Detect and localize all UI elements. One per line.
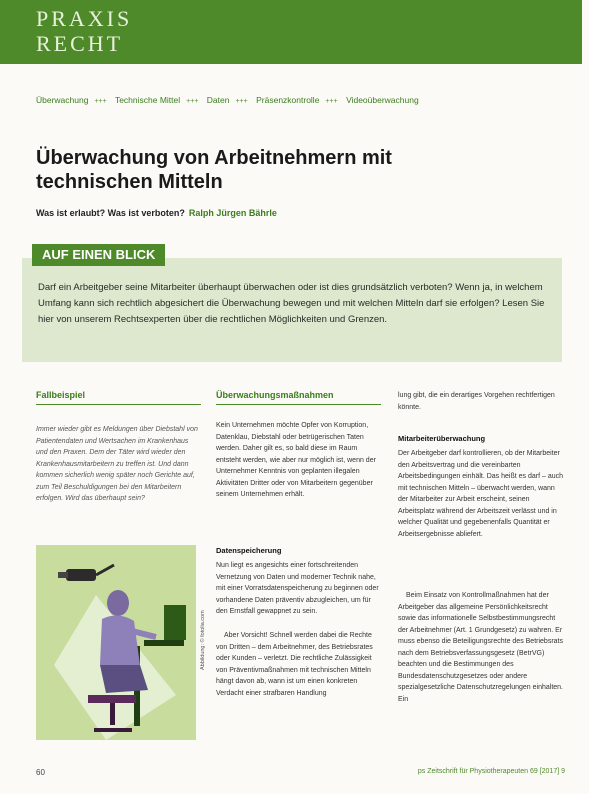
col3-paragraph: Der Arbeitgeber darf kontrollieren, ob der Mitarbeiter den Arbeitsvertrag und die vereinbarten Arbeitsbedingungen einhält. Das heißt es darf – auch mit technischen Mitteln – überwacht werden, wann der Mitarbeiter zur Arbeit erscheint, seinen Arbeitsplatz während der Arbeitszeit verlässt und in welcher Qualität und gegebenenfalls Quantität er Arbeitsergebnisse abliefert.: [398, 450, 563, 538]
tag-item[interactable]: Daten: [206, 95, 230, 105]
col3-paragraph: Beim Einsatz von Kontrollmaßnahmen hat der Arbeitgeber das allgemeine Persönlichkeitsrecht sowie das informationelle Selbstbestimmungsrecht der Arbeitnehmer (Art. 1 Grundgesetz) zu wahren. Er muss ebenso die Beteiligungsrechte des Betriebsrats nach dem Betriebsverfassungsgesetz (BetrVG) beachten und die Bestimmungen des Bundesdatenschutzgesetzes oder andere spezialgesetzliche Datenschutzregelungen einhalten. Ein: [398, 592, 563, 703]
article-title: [36, 146, 556, 194]
col3-paragraph: lung gibt, die ein derartiges Vorgehen rechtfertigen könnte.: [398, 392, 555, 411]
illustration-svg: [36, 545, 196, 740]
col2-rule: [216, 404, 381, 405]
tag-item[interactable]: Videoüberwachung: [346, 95, 419, 105]
col1-intro: Immer wieder gibt es Meldungen über Diebstahl von Patientendaten und Wertsachen im Krankenhaus und den Praxen. Dem der Täter wird wieder den Krankenhausmitarbeitern zu treffen ist. Und dann kommen sicherlich wenig später noch Gerichte auf, zum Teil Beschuldigungen bei den Mitarbeitern erfolgen. Wird das überhaupt sein?: [36, 426, 198, 502]
page-number: 60: [36, 768, 45, 777]
title-line: technischen Mitteln: [36, 171, 223, 193]
col2-paragraph: Kein Unternehmen möchte Opfer von Korruption, Datenklau, Diebstahl oder betrügerischen Taten werden. Daher gilt es, so bald diese im Raum entsteht werden, wie aber nur möglich ist, wenn der Unternehmer Kenntnis von geplanten illegalen Aktivitäten Dritter oder von Mitarbeitern gegenüber seinem Unternehmen erhält.: [216, 422, 376, 498]
col3-subheading: Mitarbeiterüberwachung: [398, 434, 486, 443]
section-label-line2: RECHT: [36, 31, 124, 56]
tag-separator: +++: [235, 98, 248, 105]
tag-separator: +++: [325, 98, 338, 105]
title-line: Überwachung von Arbeitnehmern mit: [36, 147, 392, 169]
section-label-line1: PRAXIS: [36, 6, 133, 31]
article-subtitle: [36, 208, 277, 218]
subtitle-text: Was ist erlaubt? Was ist verboten?: [36, 208, 185, 218]
col2-subheading: Datenspeicherung: [216, 546, 282, 555]
col1-heading: Fallbeispiel: [36, 390, 86, 400]
tag-item[interactable]: Präsenzkontrolle: [256, 95, 320, 105]
summary-text: Darf ein Arbeitgeber seine Mitarbeiter überhaupt überwachen oder ist dies grundsätzlich verboten? Wenn ja, in welchem Umfang kann sich rechtlich abgesichert die Überwachung bewegen und mit welchen Mitteln darf sie erfolgen? Lesen Sie hier von unserem Rechtsexperten über die rechtlichen Möglichkeiten und Grenzen.: [38, 282, 545, 325]
section-header-band: [0, 0, 582, 64]
summary-label: AUF EINEN BLICK: [32, 244, 165, 266]
tag-item[interactable]: Technische Mittel: [114, 95, 181, 105]
col1-rule: [36, 404, 201, 405]
footer-source: ps Zeitschrift für Physiotherapeuten 69 [2017] 9: [417, 768, 565, 775]
tag-separator: +++: [186, 98, 199, 105]
tag-item[interactable]: Überwachung: [36, 95, 89, 105]
tag-separator: +++: [94, 98, 107, 105]
col2-heading: Überwachungsmaßnahmen: [216, 390, 334, 400]
illustration: [36, 545, 196, 740]
illustration-credit: Abbildung: © fotolia.com: [200, 610, 206, 670]
tag-bar: [36, 95, 425, 105]
author-name: Ralph Jürgen Bährle: [188, 208, 277, 218]
col2-paragraph: Aber Vorsicht! Schnell werden dabei die Rechte von Dritten – dem Arbeitnehmer, des Betriebsrates oder Kunden – verletzt. Die rechtliche Zulässigkeit von Präventivmaßnahmen mit technischen Mitteln hängt davon ab, wann ist um einen konkreten Verdacht einer strafbaren Handlung: [216, 632, 373, 697]
col2-paragraph: Nun liegt es angesichts einer fortschreitenden Vernetzung von Daten und moderner Technik nahe, mit einer Vorratsdatenspeicherung zu beginnen oder vorhandene Daten präventiv abzugleichen, um für den Ernstfall gewappnet zu sein.: [216, 562, 379, 615]
